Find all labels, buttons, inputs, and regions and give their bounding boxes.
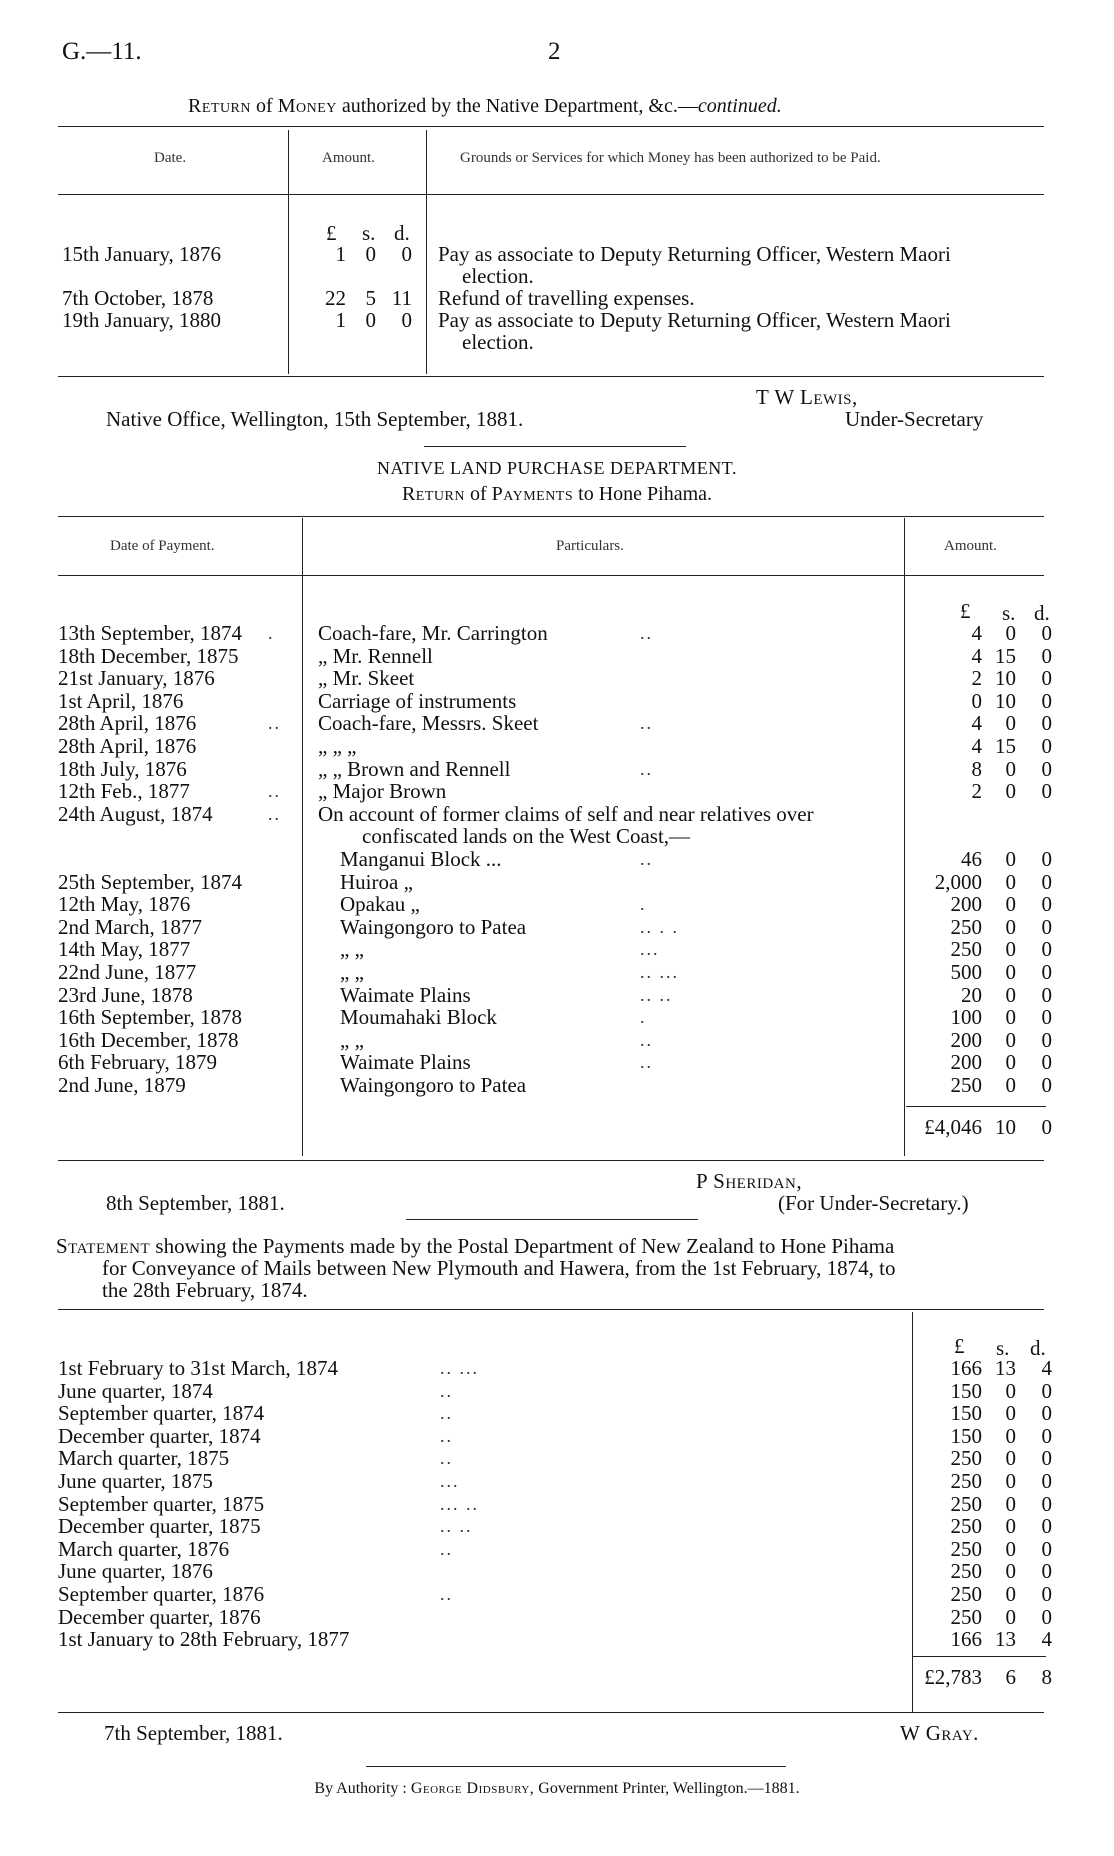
- section2-total-pounds: £4,046: [924, 1115, 982, 1139]
- section2-divider-2: [904, 518, 905, 1156]
- row-particulars: Opakau „: [340, 892, 420, 917]
- section1-col-amount: Amount.: [322, 150, 375, 166]
- section2-unit-pence: d.: [1034, 601, 1050, 625]
- row-shillings: 13: [995, 1627, 1016, 1652]
- row-period: 1st February to 31st March, 1874: [58, 1356, 338, 1380]
- section3-total-rule: [912, 1656, 1046, 1657]
- row-shillings: 0: [1005, 1378, 1016, 1403]
- row-pounds: 4: [971, 621, 982, 645]
- row-pounds: 100: [950, 1005, 982, 1030]
- row-particulars: „ „ „: [318, 734, 357, 758]
- section1-unit-shillings: s.: [362, 221, 376, 245]
- row-date: 23rd June, 1878: [58, 982, 193, 1007]
- row-date: 12th Feb., 1877: [58, 779, 190, 804]
- row-pounds: 166: [950, 1356, 982, 1380]
- row-lead-dots: .: [268, 623, 275, 643]
- signature-name: T W Lewis,: [756, 385, 858, 409]
- row-period: September quarter, 1876: [58, 1582, 265, 1606]
- row-date: 2nd March, 1877: [58, 914, 203, 939]
- row-shillings: 0: [1005, 892, 1016, 917]
- row-pounds: 2,000: [934, 869, 982, 894]
- row-date: 12th May, 1876: [58, 892, 191, 917]
- section1-unit-pence: d.: [394, 221, 410, 245]
- row-date: 7th October, 1878: [62, 286, 214, 310]
- row-particulars: Waingongoro to Patea: [340, 914, 527, 939]
- row-pence: 0: [401, 308, 412, 332]
- row-pence: 0: [1041, 960, 1052, 984]
- row-shillings: 0: [1005, 779, 1016, 804]
- section2-divider-1: [302, 518, 303, 1156]
- row-dots: .. ...: [440, 1358, 479, 1378]
- row-date: 13th September, 1874: [58, 621, 243, 645]
- row-lead-dots: ..: [268, 713, 281, 734]
- row-pence: 0: [1041, 756, 1052, 781]
- section1-col-date: Date.: [154, 150, 187, 166]
- row-shillings: 0: [1005, 1559, 1016, 1584]
- row-shillings: 0: [1005, 1073, 1016, 1097]
- row-pounds: 1: [335, 308, 346, 332]
- section3-bottom-rule: [58, 1712, 1044, 1713]
- row-shillings: 0: [1005, 621, 1016, 645]
- row-particulars: Waimate Plains: [340, 982, 471, 1007]
- row-dots: ..: [440, 1448, 453, 1469]
- section2-total-shillings: 10: [995, 1115, 1016, 1139]
- row-pounds: 250: [950, 1073, 982, 1097]
- row-pence: 0: [1041, 1073, 1052, 1097]
- row-pence: 0: [1041, 1027, 1052, 1052]
- row-date: 19th January, 1880: [62, 308, 222, 332]
- place-date: Native Office, Wellington, 15th September, 1881.: [106, 407, 524, 431]
- section2-unit-pounds: £: [960, 599, 971, 623]
- row-shillings: 0: [1005, 937, 1016, 962]
- section1-divider-2: [426, 130, 427, 374]
- row-particulars: Coach-fare, Mr. Carrington: [318, 621, 548, 645]
- row-date: 28th April, 1876: [58, 711, 197, 736]
- row-date: 6th February, 1879: [58, 1050, 218, 1075]
- row-dots: ..: [440, 1425, 453, 1446]
- row-pounds: 200: [950, 1027, 982, 1052]
- row-pounds: 46: [961, 847, 982, 871]
- row-pounds: 166: [950, 1627, 982, 1652]
- row-shillings: 15: [995, 643, 1016, 668]
- row-period: March quarter, 1876: [58, 1536, 230, 1561]
- row-pence: 0: [1041, 1050, 1052, 1075]
- row-pounds: 4: [971, 711, 982, 736]
- row-dots: .: [640, 894, 647, 915]
- row-pence: 0: [1041, 847, 1052, 871]
- row-shillings: 15: [995, 734, 1016, 758]
- row-date: 1st April, 1876: [58, 688, 184, 713]
- row-text-continued: election.: [462, 264, 534, 288]
- row-pence: 0: [1041, 892, 1052, 917]
- row-date: 25th September, 1874: [58, 869, 243, 894]
- row-shillings: 0: [1005, 1027, 1016, 1052]
- section2-total-pence: 0: [1041, 1115, 1052, 1139]
- row-date: 14th May, 1877: [58, 937, 191, 962]
- row-dots: ..: [640, 623, 653, 643]
- signature-name: W Gray.: [900, 1721, 979, 1745]
- row-particulars: „ „ Brown and Rennell: [318, 756, 511, 781]
- row-date: 28th April, 1876: [58, 734, 197, 758]
- row-pounds: 250: [950, 1604, 982, 1629]
- row-shillings: 0: [1005, 1446, 1016, 1471]
- row-pounds: 8: [971, 756, 982, 781]
- row-pounds: 4: [971, 734, 982, 758]
- row-shillings: 0: [1005, 847, 1016, 871]
- row-dots: ..: [440, 1584, 453, 1604]
- row-particulars: „ „: [340, 937, 364, 962]
- row-pounds: 250: [950, 1536, 982, 1561]
- separator-rule: [424, 446, 686, 447]
- row-shillings: 0: [1005, 756, 1016, 781]
- row-dots: .. ..: [440, 1516, 473, 1537]
- row-pounds: 250: [950, 1446, 982, 1471]
- section3-title-line1: Statement showing the Payments made by the Postal Department of New Zealand to Hone Pihama: [56, 1234, 895, 1258]
- row-dots: ..: [440, 1380, 453, 1401]
- row-pence: 0: [1041, 869, 1052, 894]
- signature-role: (For Under-Secretary.): [778, 1191, 969, 1215]
- row-period: September quarter, 1875: [58, 1491, 265, 1516]
- row-dots: .: [640, 1007, 647, 1028]
- row-pounds: 150: [950, 1423, 982, 1448]
- row-shillings: 0: [1005, 711, 1016, 736]
- section3-total-pounds: £2,783: [924, 1665, 982, 1689]
- row-pence: 0: [1041, 643, 1052, 668]
- row-text: Refund of travelling expenses.: [438, 286, 695, 310]
- row-pence: 0: [1041, 1446, 1052, 1471]
- row-shillings: 0: [1005, 1050, 1016, 1075]
- row-particulars: Waingongoro to Patea: [340, 1073, 527, 1097]
- row-period: September quarter, 1874: [58, 1401, 265, 1426]
- row-particulars: Manganui Block ...: [340, 847, 502, 871]
- row-shillings: 0: [1005, 1401, 1016, 1426]
- row-pence: 0: [401, 242, 412, 266]
- row-particulars: Moumahaki Block: [340, 1005, 497, 1030]
- row-dots: ..: [640, 849, 653, 869]
- row-pence: 0: [1041, 1423, 1052, 1448]
- row-particulars: On account of former claims of self and near relatives over: [318, 801, 814, 826]
- row-shillings: 0: [1005, 1514, 1016, 1539]
- section2-col-amount: Amount.: [944, 538, 997, 554]
- row-date: 18th December, 1875: [58, 643, 239, 668]
- row-particulars: „ Mr. Rennell: [318, 643, 433, 668]
- page-number: 2: [548, 38, 561, 65]
- row-dots: .. ...: [640, 962, 679, 982]
- row-dots: ..: [440, 1403, 453, 1424]
- row-pence: 0: [1041, 982, 1052, 1007]
- row-pence: 0: [1041, 1514, 1052, 1539]
- row-pounds: 150: [950, 1378, 982, 1403]
- row-period: December quarter, 1874: [58, 1423, 261, 1448]
- section2-total-rule: [906, 1106, 1046, 1107]
- row-shillings: 13: [995, 1356, 1016, 1380]
- row-shillings: 10: [995, 688, 1016, 713]
- row-shillings: 5: [365, 286, 376, 310]
- section2-header-rule: [58, 575, 1044, 576]
- row-particulars: „ Major Brown: [318, 779, 447, 804]
- row-shillings: 0: [1005, 1582, 1016, 1606]
- row-pence: 0: [1041, 666, 1052, 691]
- row-date: 24th August, 1874: [58, 801, 213, 826]
- row-dots: ..: [640, 758, 653, 779]
- row-period: March quarter, 1875: [58, 1446, 230, 1471]
- row-date: 16th December, 1878: [58, 1027, 239, 1052]
- row-date: 22nd June, 1877: [58, 960, 197, 984]
- section2-date: 8th September, 1881.: [106, 1191, 285, 1215]
- row-shillings: 0: [1005, 1604, 1016, 1629]
- section3-top-rule: [58, 1309, 1044, 1310]
- row-date: 21st January, 1876: [58, 666, 215, 691]
- row-pence: 0: [1041, 1401, 1052, 1426]
- row-pence: 0: [1041, 937, 1052, 962]
- row-shillings: 0: [1005, 1469, 1016, 1493]
- row-pounds: 250: [950, 1491, 982, 1516]
- row-dots: ..: [640, 1029, 653, 1050]
- row-period: December quarter, 1876: [58, 1604, 261, 1629]
- row-pounds: 250: [950, 1514, 982, 1539]
- row-pence: 0: [1041, 779, 1052, 804]
- row-pounds: 250: [950, 914, 982, 939]
- section3-title-line3: the 28th February, 1874.: [102, 1278, 308, 1302]
- row-pounds: 0: [971, 688, 982, 713]
- row-pence: 0: [1041, 711, 1052, 736]
- row-particulars: „ „: [340, 960, 364, 984]
- row-pounds: 250: [950, 937, 982, 962]
- row-shillings: 0: [1005, 914, 1016, 939]
- row-period: June quarter, 1875: [58, 1469, 213, 1493]
- footer-rule: [366, 1766, 786, 1767]
- row-date: 15th January, 1876: [62, 242, 222, 266]
- row-lead-dots: ..: [268, 781, 281, 802]
- row-pence: 4: [1041, 1356, 1052, 1380]
- separator-rule: [406, 1219, 698, 1220]
- row-particulars: „ „: [340, 1027, 364, 1052]
- row-pence: 0: [1041, 1582, 1052, 1606]
- row-lead-dots: ..: [268, 803, 281, 824]
- row-pounds: 200: [950, 1050, 982, 1075]
- row-shillings: 0: [1005, 1536, 1016, 1561]
- row-period: 1st January to 28th February, 1877: [58, 1627, 350, 1652]
- row-pounds: 22: [325, 286, 346, 310]
- section2-top-rule: [58, 516, 1044, 517]
- row-particulars: Coach-fare, Messrs. Skeet: [318, 711, 539, 736]
- row-particulars: Carriage of instruments: [318, 688, 517, 713]
- signature-role: Under-Secretary: [845, 407, 984, 431]
- row-pounds: 2: [971, 779, 982, 804]
- row-dots: ..: [640, 713, 653, 734]
- row-particulars: Huiroa „: [340, 869, 413, 894]
- row-dots: .. . .: [640, 916, 679, 937]
- row-pounds: 1: [335, 242, 346, 266]
- row-pounds: 20: [961, 982, 982, 1007]
- section1-top-rule: [58, 126, 1044, 127]
- row-shillings: 0: [365, 242, 376, 266]
- row-particulars: „ Mr. Skeet: [318, 666, 415, 691]
- row-pence: 0: [1041, 1469, 1052, 1493]
- section3-total-shillings: 6: [1005, 1665, 1016, 1689]
- section2-unit-shillings: s.: [1002, 601, 1016, 625]
- row-text: Pay as associate to Deputy Returning Officer, Western Maori: [438, 308, 951, 332]
- document-code: G.—11.: [62, 38, 142, 65]
- row-date: 2nd June, 1879: [58, 1073, 186, 1097]
- row-date: 16th September, 1878: [58, 1005, 243, 1030]
- row-pounds: 500: [950, 960, 982, 984]
- row-date: 18th July, 1876: [58, 756, 187, 781]
- row-dots: ..: [440, 1538, 453, 1559]
- row-shillings: 10: [995, 666, 1016, 691]
- row-pounds: 150: [950, 1401, 982, 1426]
- section1-col-grounds: Grounds or Services for which Money has been authorized to be Paid.: [460, 150, 881, 166]
- row-particulars: confiscated lands on the West Coast,—: [362, 824, 691, 849]
- section3-unit-pence: d.: [1030, 1336, 1046, 1360]
- department-heading: NATIVE LAND PURCHASE DEPARTMENT.: [377, 458, 737, 478]
- row-particulars: Waimate Plains: [340, 1050, 471, 1075]
- row-period: June quarter, 1876: [58, 1559, 213, 1584]
- row-pounds: 250: [950, 1559, 982, 1584]
- section3-title-line2: for Conveyance of Mails between New Plymouth and Hawera, from the 1st February, 1874, to: [102, 1256, 896, 1280]
- row-pounds: 2: [971, 666, 982, 691]
- section3-unit-shillings: s.: [996, 1336, 1010, 1360]
- row-shillings: 0: [1005, 1423, 1016, 1448]
- row-shillings: 0: [1005, 982, 1016, 1007]
- row-pence: 0: [1041, 1005, 1052, 1030]
- row-pounds: 250: [950, 1469, 982, 1493]
- row-shillings: 0: [1005, 869, 1016, 894]
- section2-col-date: Date of Payment.: [110, 538, 215, 554]
- row-shillings: 0: [1005, 1005, 1016, 1030]
- row-period: June quarter, 1874: [58, 1378, 213, 1403]
- section3-total-pence: 8: [1041, 1665, 1052, 1689]
- row-shillings: 0: [365, 308, 376, 332]
- row-shillings: 0: [1005, 1491, 1016, 1516]
- row-pence: 11: [391, 286, 412, 310]
- row-dots: ...: [640, 939, 660, 960]
- row-dots: ... ..: [440, 1493, 479, 1514]
- row-pence: 0: [1041, 1604, 1052, 1629]
- section1-unit-pounds: £: [326, 221, 337, 245]
- row-pence: 0: [1041, 1536, 1052, 1561]
- section1-header-rule: [58, 194, 1044, 195]
- row-pence: 0: [1041, 1559, 1052, 1584]
- section1-divider-1: [288, 130, 289, 374]
- row-pence: 0: [1041, 1491, 1052, 1516]
- section2-bottom-rule: [58, 1160, 1044, 1161]
- row-pounds: 250: [950, 1582, 982, 1606]
- row-pounds: 200: [950, 892, 982, 917]
- row-pence: 4: [1041, 1627, 1052, 1652]
- row-pence: 0: [1041, 1378, 1052, 1403]
- section3-unit-pounds: £: [954, 1334, 965, 1358]
- row-pence: 0: [1041, 734, 1052, 758]
- section2-col-particulars: Particulars.: [556, 538, 624, 554]
- row-dots: ..: [640, 1052, 653, 1073]
- row-shillings: 0: [1005, 960, 1016, 984]
- row-period: December quarter, 1875: [58, 1514, 261, 1539]
- row-text: Pay as associate to Deputy Returning Officer, Western Maori: [438, 242, 951, 266]
- signature-name: P Sheridan,: [696, 1169, 803, 1193]
- printer-imprint: By Authority : George Didsbury, Government Printer, Wellington.—1881.: [314, 1780, 800, 1797]
- section1-bottom-rule: [58, 376, 1044, 377]
- section2-title: Return of Payments to Hone Pihama.: [401, 483, 713, 505]
- row-pence: 0: [1041, 914, 1052, 939]
- row-pence: 0: [1041, 688, 1052, 713]
- row-pounds: 4: [971, 643, 982, 668]
- section1-title: Return of Money authorized by the Native Department, &c.—continued.: [188, 95, 782, 117]
- row-pence: 0: [1041, 621, 1052, 645]
- row-dots: ...: [440, 1471, 460, 1491]
- row-text-continued: election.: [462, 330, 534, 354]
- row-dots: .. ..: [640, 984, 673, 1005]
- section3-date: 7th September, 1881.: [104, 1721, 283, 1745]
